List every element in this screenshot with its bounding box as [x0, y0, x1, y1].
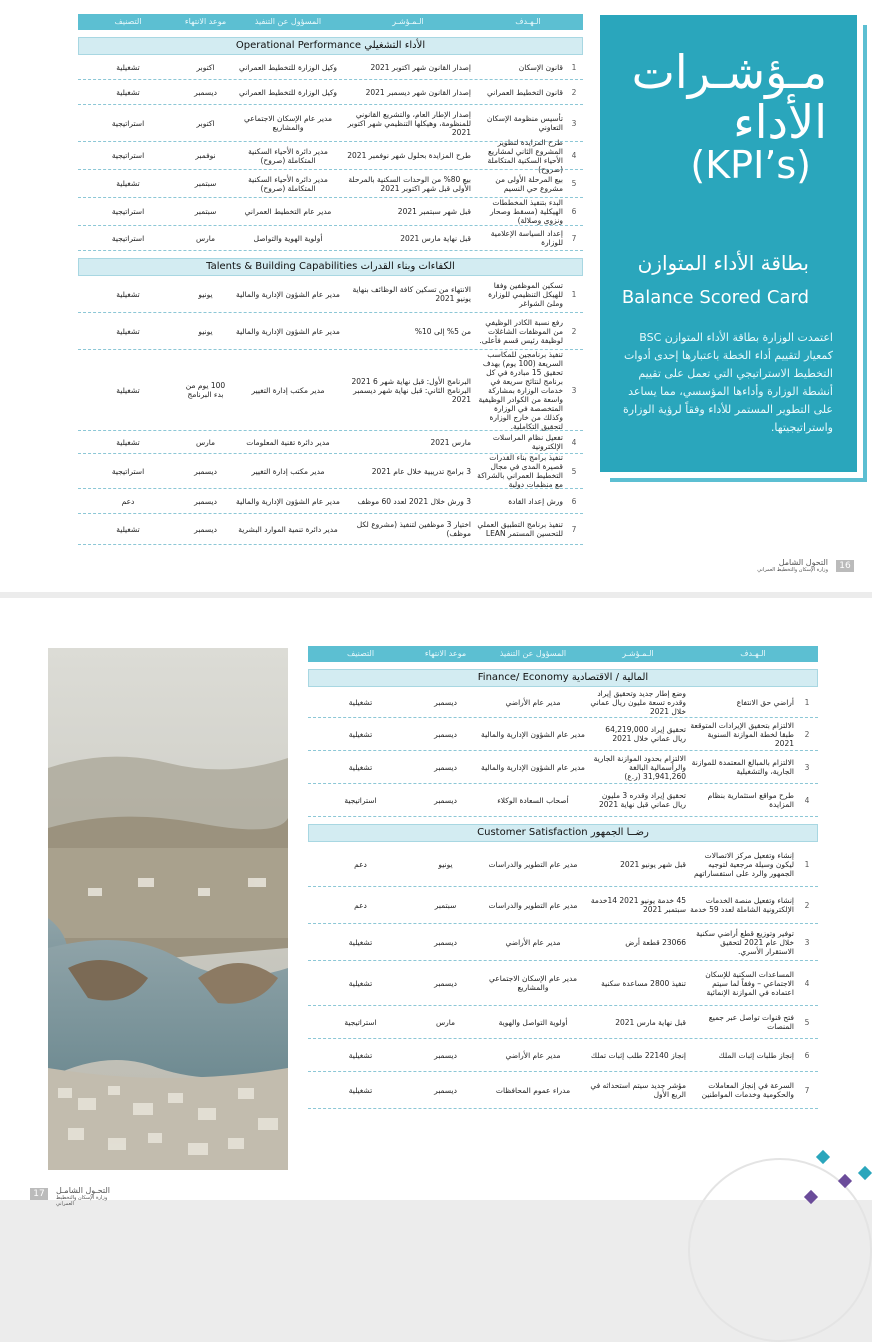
row-deadline: ديسمبر — [434, 795, 457, 805]
row-goal: تسكين الموظفين وفقا للهيكل التنظيمي للوزارة وملئ الشواغر — [488, 280, 563, 308]
row-kpi: مارس 2021 — [430, 437, 471, 447]
row-number: 3 — [571, 385, 577, 395]
row-goal: طرح المزايدة لتطوير المشروع الثاني لمشاريع الأحياء السكنية المتكاملة (صروح) — [487, 137, 563, 174]
row-kpi: إصدار الإطار العام، والتشريع القانوني للمنظومة، وهيكلها التنظيمي شهر اكتوبر 2021 — [347, 109, 471, 137]
row-owner: مدير عام الأراضي — [505, 697, 561, 707]
row-kpi: تنفيذ 2800 مساعدة سكنية — [601, 978, 686, 988]
page-number: 17 — [30, 1188, 48, 1200]
table-row — [78, 105, 583, 142]
row-kpi: قبل شهر سبتمبر 2021 — [397, 207, 471, 216]
row-kpi: 3 برامج تدريبية خلال عام 2021 — [371, 466, 471, 476]
row-owner: مدير عام التخطيط العمراني — [244, 207, 332, 216]
table-row — [308, 1072, 818, 1109]
table-row — [78, 489, 583, 514]
row-category: تشغيلية — [348, 1085, 373, 1095]
row-goal: الالتزام بتحقيق الإيرادات المتوقعة طبقا لخطة الموازنة السنوية 2021 — [690, 720, 794, 748]
row-owner: مدير عام الأراضي — [505, 1050, 561, 1060]
row-category: تشغيلية — [348, 729, 373, 739]
row-owner: مدير عام الشؤون الإدارية والمالية — [236, 496, 340, 506]
row-category: تشغيلية — [116, 385, 140, 395]
row-owner: مدراء عموم المحافظات — [495, 1085, 571, 1095]
row-number: 7 — [571, 524, 577, 534]
row-kpi: الالتزام بحدود الموازنة الجارية والرأسمالية البالغة 31,941,260 (ر.ع) — [593, 753, 686, 781]
row-goal: قانون الإسكان — [518, 62, 563, 72]
table-row — [308, 961, 818, 1006]
row-category: استراتيجية — [344, 795, 377, 805]
row-goal: قانون التخطيط العمراني — [487, 87, 563, 97]
table-row — [78, 313, 583, 350]
panel-subtitle-en: Balance Scored Card — [621, 287, 809, 308]
row-goal: فتح قنوات تواصل عبر جميع المنصات — [708, 1013, 794, 1031]
row-number: 5 — [804, 1017, 810, 1027]
row-kpi: قبل نهاية مارس 2021 — [615, 1017, 686, 1027]
row-category: استراتيجية — [344, 1017, 377, 1027]
row-category: دعم — [354, 859, 367, 869]
table-row — [78, 350, 583, 431]
row-goal: إنجاز طلبات إثبات الملك — [718, 1050, 794, 1060]
row-category: دعم — [354, 900, 367, 910]
row-deadline: اكتوبر — [196, 62, 215, 72]
row-number: 2 — [804, 729, 810, 739]
footer-title: التحـول الشامـل — [56, 1186, 110, 1195]
row-deadline: ديسمبر — [434, 937, 457, 947]
row-number: 6 — [571, 207, 577, 216]
table-row — [78, 80, 583, 105]
row-deadline: مارس — [435, 1017, 456, 1027]
row-deadline: ديسمبر — [434, 729, 457, 739]
row-number: 7 — [571, 233, 577, 243]
row-number: 3 — [804, 762, 810, 772]
table-row — [308, 887, 818, 924]
row-owner: مدير عام التطوير والدراسات — [488, 900, 578, 910]
row-deadline: ديسمبر — [434, 762, 457, 772]
row-owner: مدير دائرة الأحياء السكنية المتكاملة (صروح) — [248, 146, 328, 165]
row-deadline: ديسمبر — [194, 524, 217, 534]
table-row — [78, 55, 583, 80]
row-deadline: ديسمبر — [434, 1085, 457, 1095]
row-owner: مدير دائرة تنمية الموارد البشرية — [238, 524, 338, 534]
header-owner: المسؤول عن التنفيذ — [254, 17, 322, 26]
row-category: تشغيلية — [116, 326, 140, 336]
header-goal: الـهـدف — [515, 17, 541, 26]
table-row — [308, 1039, 818, 1072]
row-kpi: مؤشر جديد سيتم استحداثه في الربع الأول — [590, 1081, 686, 1099]
row-category: تشغيلية — [116, 62, 140, 72]
table-row — [78, 276, 583, 313]
row-number: 4 — [571, 437, 577, 447]
row-kpi: الانتهاء من تسكين كافة الوظائف بنهاية يونيو 2021 — [352, 285, 471, 303]
row-number: 3 — [804, 937, 810, 947]
row-owner: مدير عام الشؤون الإدارية والمالية — [236, 326, 340, 336]
row-kpi: وضع إطار جديد وتحقيق إيراد وقدره تسعة مليون ريال عماني خلال 2021 — [590, 688, 686, 716]
row-owner: مدير عام الأراضي — [505, 937, 561, 947]
row-deadline: ديسمبر — [434, 978, 457, 988]
row-goal: إعداد السياسة الإعلامية للوزارة — [490, 229, 563, 247]
row-number: 2 — [571, 87, 577, 97]
row-goal: تنفيذ برنامج التطبيق العملي للتحسين المستمر LEAN — [477, 520, 563, 538]
section-title: Operational Performance الأداء التشغيلي — [78, 37, 583, 55]
panel-subtitle-ar: بطاقة الأداء المتوازن — [637, 251, 809, 275]
row-goal: طرح مواقع استثمارية بنظام المزايدة — [707, 791, 794, 809]
row-deadline: سبتمبر — [194, 179, 217, 188]
row-kpi: طرح المزايدة بحلول شهر نوفمبر 2021 — [347, 151, 471, 160]
row-deadline: ديسمبر — [194, 87, 217, 97]
row-deadline: ديسمبر — [194, 496, 217, 506]
row-goal: رفع نسبة الكادر الوظيفي من الموظفات الشاغلات لوظيفة رئيس قسم فأعلى. — [479, 317, 563, 345]
row-number: 1 — [571, 289, 577, 299]
kpi-table-page16 — [78, 14, 583, 545]
row-category: تشغيلية — [348, 1050, 373, 1060]
section-title: Finance/ Economy المالية / الاقتصادية — [308, 669, 818, 687]
row-deadline: يونيو — [198, 326, 213, 336]
row-category: تشغيلية — [348, 697, 373, 707]
row-goal: تفعيل نظام المراسلات الإلكترونية — [492, 433, 563, 451]
table-row — [308, 784, 818, 817]
row-owner: مدير عام التطوير والدراسات — [488, 859, 578, 869]
header-kpi: الـمـؤشـر — [392, 17, 424, 26]
header-kpi: الـمـؤشـر — [622, 649, 654, 658]
row-category: تشغيلية — [116, 437, 140, 447]
table-row — [308, 842, 818, 887]
row-number: 5 — [571, 179, 577, 188]
header-type: التصنيف — [346, 649, 375, 658]
page-16 — [0, 0, 872, 592]
row-deadline: 100 يوم من بدء البرنامج — [185, 381, 226, 399]
table-row — [78, 226, 583, 251]
row-number: 4 — [571, 151, 577, 160]
row-goal: تأسيس منظومة الإسكان التعاوني — [486, 114, 563, 132]
row-category: تشغيلية — [116, 87, 140, 97]
panel-title-ar: مـؤشـرات الأداء — [631, 45, 827, 149]
row-category: تشغيلية — [348, 978, 373, 988]
row-owner: مدير عام الإسكان الاجتماعي والمشاريع — [489, 974, 577, 992]
row-owner: مدير مكتب إدارة التغيير — [251, 385, 325, 395]
row-deadline: اكتوبر — [196, 118, 215, 128]
header-owner: المسؤول عن التنفيذ — [499, 649, 567, 658]
row-kpi: البرنامج الأول: قبل نهاية شهر 6 2021 البرنامج الثاني: قبل نهاية شهر ديسمبر 2021 — [351, 376, 471, 404]
row-owner: مدير دائرة تقنية المعلومات — [246, 437, 330, 447]
header-goal: الـهـدف — [740, 649, 766, 658]
row-deadline: نوفمبر — [195, 151, 216, 160]
row-deadline: سبتمبر — [194, 207, 217, 216]
row-deadline: ديسمبر — [434, 697, 457, 707]
footer-subtitle: وزارة الإسكان والتخطيط العمراني — [56, 1195, 108, 1207]
row-number: 6 — [804, 1050, 810, 1060]
row-kpi: 3 ورش خلال 2021 لعدد 60 موظف — [357, 496, 471, 506]
row-kpi: إنجاز 22140 طلب إثبات تملك — [590, 1050, 686, 1060]
row-deadline: مارس — [195, 233, 216, 243]
row-number: 2 — [571, 326, 577, 336]
row-number: 6 — [571, 496, 577, 506]
row-deadline: يونيو — [438, 859, 453, 869]
table-row — [308, 687, 818, 718]
row-goal: تنفيذ برنامجين للمكاسب السريعة (100 يوم) بهدف تحقيق 15 مبادرة في كل برنامج لنتائج سريعة في خدمات الوزارة بمشاركة واسعة من الكوادر الوظيفية المتخصصة في الوزارة وكذلك من خارج الوزارة لتحقيق التكاملية. — [478, 349, 563, 431]
header-date: موعد الانتهاء — [184, 17, 227, 26]
row-owner: وكيل الوزارة للتخطيط العمراني — [238, 87, 338, 97]
row-deadline: ديسمبر — [194, 466, 217, 476]
table-row — [308, 1006, 818, 1039]
row-category: تشغيلية — [116, 179, 140, 188]
coastal-city-photo — [48, 648, 288, 1170]
row-deadline: يونيو — [198, 289, 213, 299]
row-goal: ورش إعداد القادة — [508, 496, 563, 506]
row-category: تشغيلية — [116, 289, 140, 299]
row-owner: وكيل الوزارة للتخطيط العمراني — [238, 62, 338, 72]
aerial-photo-illustration — [48, 648, 288, 1170]
section-title: Customer Satisfaction رضــا الجمهور — [308, 824, 818, 842]
row-owner: مدير عام الإسكان الاجتماعي والمشاريع — [244, 114, 332, 132]
kpi-table-page17 — [308, 646, 818, 1109]
row-owner: مدير مكتب إدارة التغيير — [251, 466, 325, 476]
row-number: 3 — [571, 118, 577, 128]
footer-subtitle: وزارة الإسكان والتخطيط العمراني — [757, 567, 828, 573]
row-owner: مدير عام الشؤون الإدارية والمالية — [236, 289, 340, 299]
row-goal: تنفيذ برامج بناء القدرات قصيرة المدى في مجال التخطيط العمراني بالشراكة مع منظمات دولية — [477, 453, 563, 489]
section-title: Talents & Building Capabilities الكفاءات وبناء القدرات — [78, 258, 583, 276]
row-goal: السرعة في إنجاز المعاملات والحكومية وخدمات المواطنين — [701, 1081, 794, 1099]
row-kpi: 23066 قطعة أرض — [625, 937, 686, 947]
footer — [752, 558, 828, 573]
row-goal: البدء بتنفيذ المخططات الهيكلية (مسقط وصحار ونزوى وصلالة) — [489, 198, 563, 225]
row-kpi: من 5% إلى 10% — [414, 326, 471, 336]
row-deadline: مارس — [195, 437, 216, 447]
header-date: موعد الانتهاء — [424, 649, 467, 658]
row-owner: مدير عام الشؤون الإدارية والمالية — [481, 762, 585, 772]
row-kpi: قبل نهاية مارس 2021 — [400, 233, 471, 243]
row-number: 1 — [804, 859, 810, 869]
row-owner: أصحاب السعادة الوكلاء — [497, 795, 569, 805]
table-row — [78, 514, 583, 545]
row-number: 4 — [804, 978, 810, 988]
table-row — [308, 751, 818, 784]
row-category: استراتيجية — [111, 207, 145, 216]
row-category: تشغيلية — [348, 762, 373, 772]
row-owner: مدير دائرة الأحياء السكنية المتكاملة (صروح) — [248, 174, 328, 193]
panel-description: اعتمدت الوزارة بطاقة الأداء المتوازن BSC كمعيار لتقييم أداء الخطة باعتبارها إحدى أدوات التخطيط الاستراتيجي التي تعمل على تقييم أنشطة الوزارة وأداءها المؤسسي، مما يساعد على التطوير المستمر للأداء وفقاً لرؤية الوزارة واستراتيجيتها. — [623, 331, 833, 434]
row-category: استراتيجية — [111, 118, 145, 128]
row-kpi: إصدار القانون شهر اكتوبر 2021 — [370, 62, 471, 72]
row-kpi: تحقيق إيراد 64,219,000 ريال عماني خلال 2021 — [605, 725, 686, 743]
row-category: استراتيجية — [111, 233, 145, 243]
row-owner: مدير عام الشؤون الإدارية والمالية — [481, 729, 585, 739]
row-owner: أولوية الهوية والتواصل — [253, 233, 323, 243]
row-deadline: ديسمبر — [434, 1050, 457, 1060]
table-header — [308, 646, 818, 662]
table-row — [308, 924, 818, 961]
table-row — [78, 431, 583, 454]
footer-title: التحول الشامل — [778, 558, 828, 567]
panel-title-en: (KPI’s) — [690, 143, 811, 187]
row-category: تشغيلية — [116, 524, 140, 534]
row-kpi: اختيار 3 موظفين لتنفيذ (مشروع لكل موظف) — [356, 520, 471, 538]
kpi-panel — [600, 15, 857, 472]
row-number: 2 — [804, 900, 810, 910]
header-type: التصنيف — [114, 17, 142, 26]
row-kpi: إصدار القانون شهر ديسمبر 2021 — [365, 87, 471, 97]
row-deadline: سبتمبر — [434, 900, 457, 910]
row-kpi: تحقيق إيراد وقدره 3 مليون ريال عماني قبل نهاية 2021 — [599, 791, 686, 809]
table-header — [78, 14, 583, 30]
table-row — [308, 718, 818, 751]
row-number: 1 — [571, 62, 577, 72]
row-category: تشغيلية — [348, 937, 373, 947]
table-row — [78, 137, 583, 174]
row-goal: بيع المرحلة الأولى من مشروع حي النسيم — [495, 174, 563, 193]
row-number: 7 — [804, 1085, 810, 1095]
row-goal: الالتزام بالمبالغ المعتمدة للموازنة الجارية، والتشغيلية — [691, 758, 794, 776]
row-kpi: قبل شهر يونيو 2021 — [620, 859, 686, 869]
table-row — [78, 198, 583, 226]
row-goal: إنشاء وتفعيل مركز الاتصالات ليكون وسيلة مرجعية لتوجيه الجمهور والرد على استفساراتهم — [694, 850, 794, 878]
row-category: دعم — [121, 496, 135, 506]
row-owner: أولوية التواصل والهوية — [498, 1017, 568, 1027]
row-goal: المساعدات السكنية للإسكان الاجتماعي – وفقاً لما سيتم اعتماده في الموازنة الإنمائية — [705, 969, 794, 997]
row-number: 4 — [804, 795, 810, 805]
row-kpi: بيع 80% من الوحدات السكنية بالمرحلة الأولى قبل شهر اكتوبر 2021 — [348, 174, 471, 193]
row-kpi: 45 خدمة يونيو 2021 14خدمة سبتمبر 2021 — [590, 896, 686, 914]
footer-page17 — [56, 1186, 126, 1207]
page-number: 16 — [836, 560, 854, 572]
row-category: استراتيجية — [111, 466, 145, 476]
table-row — [78, 454, 583, 489]
row-number: 1 — [804, 697, 810, 707]
row-goal: أراضي حق الانتفاع — [736, 697, 794, 707]
row-number: 5 — [571, 466, 577, 476]
row-goal: توفير وتوزيع قطع أراضي سكنية خلال عام 2021 لتحقيق الاستقرار الأسري. — [696, 928, 794, 956]
table-row — [78, 170, 583, 198]
row-goal: إنشاء وتفعيل منصة الخدمات الإلكترونية الشاملة لعدد 59 خدمة — [690, 896, 794, 914]
row-category: استراتيجية — [111, 151, 145, 160]
